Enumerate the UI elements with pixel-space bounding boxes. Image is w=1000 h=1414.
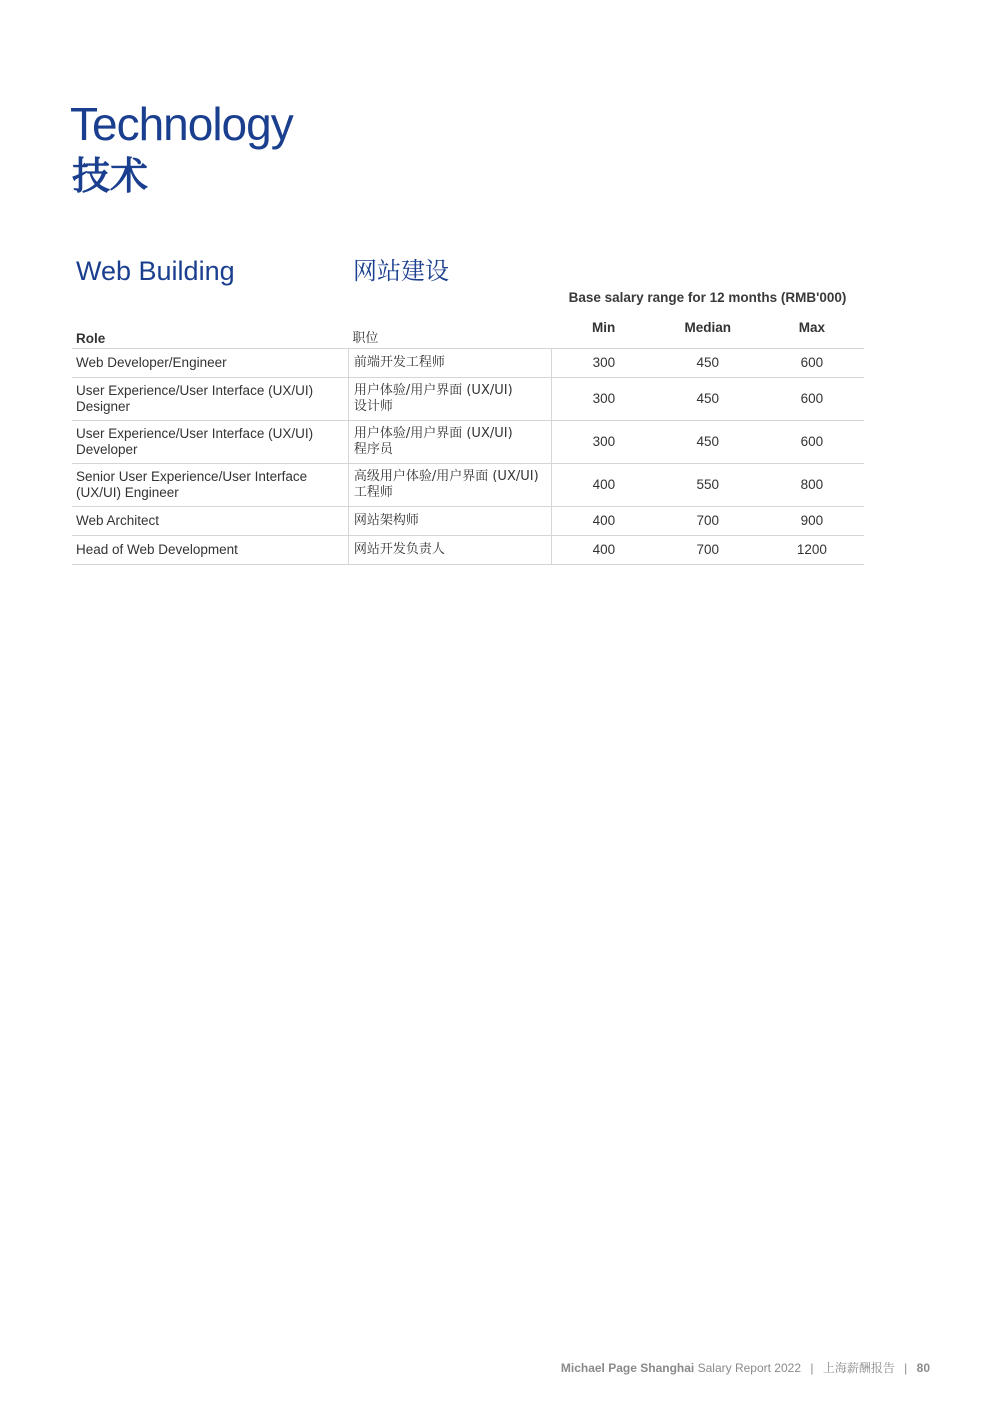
max-cell: 900	[760, 507, 864, 536]
min-cell: 400	[552, 464, 656, 507]
role-zh-cell	[348, 464, 551, 507]
role-cell-line: Head of Web Development	[76, 542, 238, 557]
footer-brand: Michael Page Shanghai	[560, 1361, 695, 1375]
max-cell: 1200	[760, 536, 864, 565]
role-cell	[72, 536, 348, 565]
min-cell: 400	[552, 536, 656, 565]
role-zh-cell-line: 高级用户体验/用户界面 (UX/UI)	[353, 469, 539, 484]
median-cell: 550	[656, 464, 760, 507]
role-zh-cell-line: 用户体验/用户界面 (UX/UI)	[353, 383, 513, 398]
role-zh-cell	[348, 378, 551, 421]
min-cell: 300	[552, 378, 656, 421]
median-cell: 700	[656, 536, 760, 565]
role-zh-cell-line: 设计师	[353, 399, 393, 414]
header-median: Median	[656, 314, 760, 349]
table-row	[72, 349, 864, 378]
header-max: Max	[760, 314, 864, 349]
footer-report-zh: 上海薪酬报告	[822, 1361, 895, 1375]
role-cell-line: Senior User Experience/User Interface	[76, 469, 308, 484]
role-cell	[72, 349, 348, 378]
section-title-zh: 网站建设	[353, 257, 449, 285]
role-zh-cell-line: 用户体验/用户界面 (UX/UI)	[353, 426, 513, 441]
header-role: Role	[72, 314, 348, 349]
role-zh-cell	[348, 536, 551, 565]
max-cell: 800	[760, 464, 864, 507]
role-cell-line: Developer	[76, 442, 138, 457]
role-zh-cell-line: 程序员	[353, 442, 393, 457]
role-zh-cell-line: 网站架构师	[353, 513, 419, 528]
header-role-zh: 职位	[348, 314, 551, 349]
role-cell-line: Designer	[76, 399, 131, 414]
role-cell-line: User Experience/User Interface (UX/UI)	[76, 426, 314, 441]
role-cell-line: Web Developer/Engineer	[76, 355, 227, 370]
footer-separator-2: |	[904, 1361, 908, 1375]
table-row	[72, 464, 864, 507]
page-title: Technology	[70, 98, 293, 150]
role-cell-line: User Experience/User Interface (UX/UI)	[76, 383, 314, 398]
role-cell-line: Web Architect	[76, 513, 160, 528]
min-cell: 400	[552, 507, 656, 536]
max-cell: 600	[760, 378, 864, 421]
role-zh-cell-line: 前端开发工程师	[353, 355, 445, 370]
min-cell: 300	[552, 349, 656, 378]
role-zh-cell	[348, 349, 551, 378]
role-zh-cell	[348, 421, 551, 464]
role-cell	[72, 421, 348, 464]
median-cell: 700	[656, 507, 760, 536]
section-title: Web Building	[76, 256, 235, 286]
role-cell-line: (UX/UI) Engineer	[76, 485, 179, 500]
table-row	[72, 507, 864, 536]
median-cell: 450	[656, 378, 760, 421]
salary-range-label: Base salary range for 12 months (RMB'000)	[568, 290, 847, 305]
page-title-zh: 技术	[72, 154, 149, 198]
median-cell: 450	[656, 349, 760, 378]
footer-report: Salary Report 2022	[697, 1361, 801, 1375]
page-footer	[561, 1359, 930, 1376]
role-cell	[72, 464, 348, 507]
table-row	[72, 378, 864, 421]
role-zh-cell	[348, 507, 551, 536]
role-cell	[72, 507, 348, 536]
salary-table-body	[72, 349, 864, 565]
header-min: Min	[552, 314, 656, 349]
role-cell	[72, 378, 348, 421]
median-cell: 450	[656, 421, 760, 464]
salary-table	[72, 314, 864, 565]
table-header-row	[72, 314, 864, 349]
footer-separator: |	[810, 1361, 814, 1375]
max-cell: 600	[760, 421, 864, 464]
table-row	[72, 536, 864, 565]
table-row	[72, 421, 864, 464]
role-zh-cell-line: 工程师	[353, 485, 393, 500]
min-cell: 300	[552, 421, 656, 464]
page-number: 80	[916, 1361, 930, 1375]
role-zh-cell-line: 网站开发负责人	[353, 542, 445, 557]
max-cell: 600	[760, 349, 864, 378]
